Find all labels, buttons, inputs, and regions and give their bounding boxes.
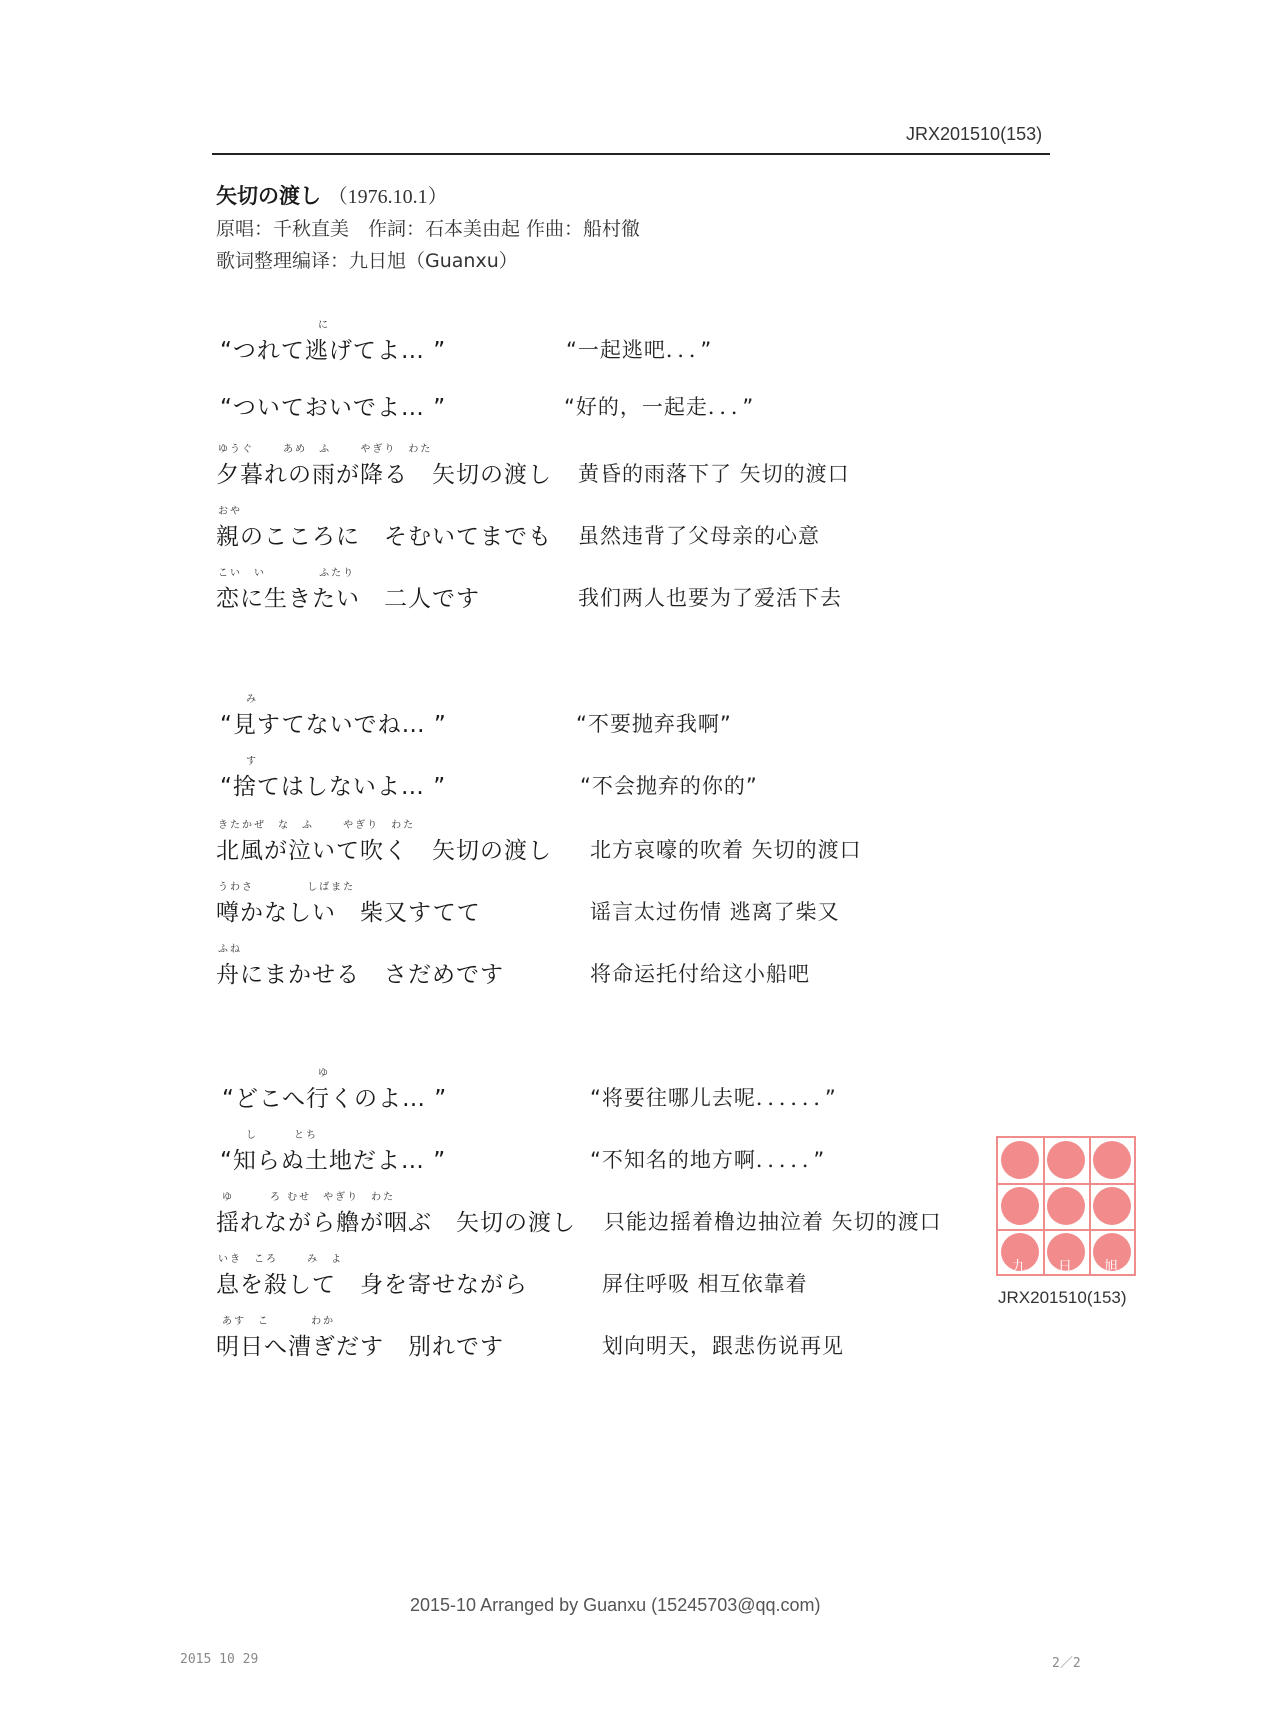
chinese-translation: 北方哀嚎的吹着 矢切的渡口 [590, 838, 862, 862]
song-date: （1976.10.1） [327, 186, 448, 208]
furigana: ゆ ろ むせ やぎり わた [222, 1192, 396, 1203]
furigana: おや [218, 506, 242, 517]
furigana: に [318, 320, 330, 331]
chinese-translation: 我们两人也要为了爱活下去 [578, 586, 842, 610]
furigana: ゆ [318, 1068, 330, 1079]
page-number: 2／2 [1052, 1656, 1081, 1671]
seal-grid-line [1089, 1138, 1091, 1274]
furigana: いき ころ み よ [218, 1254, 344, 1265]
furigana: し とち [246, 1130, 318, 1141]
furigana: み [246, 694, 258, 705]
japanese-lyric: “どこへ行くのよ… ” [222, 1086, 448, 1112]
furigana: あす こ わか [222, 1316, 336, 1327]
furigana: す [246, 756, 258, 767]
lyric-line [0, 375, 1272, 431]
chinese-translation: 将命运托付给这小船吧 [590, 962, 810, 986]
lyric-line [0, 504, 1272, 560]
seal-grid-line [998, 1229, 1134, 1231]
chinese-translation: “不知名的地方啊．．．．．” [590, 1148, 826, 1172]
chinese-translation: “好的，一起走．．．” [564, 395, 755, 419]
print-date: 2015 10 29 [180, 1652, 259, 1667]
japanese-lyric: “見すてないでね… ” [220, 712, 447, 738]
seal-dot [1001, 1141, 1039, 1179]
chinese-translation: “将要往哪儿去呢．．．．．．” [590, 1086, 837, 1110]
chinese-translation: 虽然违背了父母亲的心意 [578, 524, 820, 548]
song-title: 矢切の渡し [216, 184, 321, 208]
japanese-lyric: 舟にまかせる さだめです [216, 962, 504, 988]
lyric-line [0, 692, 1272, 748]
furigana: うわさ しばまた [218, 882, 356, 893]
seal-dot [1047, 1187, 1085, 1225]
chinese-translation: 屏住呼吸 相互依靠着 [602, 1272, 808, 1296]
seal-dot [1093, 1141, 1131, 1179]
seal-char: 旭 [1104, 1259, 1118, 1275]
chinese-translation: 划向明天，跟悲伤说再见 [602, 1334, 844, 1358]
japanese-lyric: 夕暮れの雨が降る 矢切の渡し [216, 462, 552, 488]
seal-grid-line [998, 1183, 1134, 1185]
chinese-translation: 谣言太过伤情 逃离了柴又 [590, 900, 840, 924]
japanese-lyric: 北風が泣いて吹く 矢切の渡し [216, 838, 552, 864]
furigana: ゆうぐ あめ ふ やぎり わた [218, 444, 433, 455]
chinese-translation: 只能边摇着橹边抽泣着 矢切的渡口 [604, 1210, 942, 1234]
japanese-lyric: 恋に生きたい 二人です [216, 586, 480, 612]
furigana: きたかぜ な ふ やぎり わた [218, 820, 416, 831]
lyric-line [0, 1314, 1272, 1370]
song-arranger: 歌词整理编译：九日旭（Guanxu） [216, 250, 518, 272]
lyric-line [0, 818, 1272, 874]
seal-dot [1001, 1187, 1039, 1225]
lyric-line [0, 754, 1272, 810]
lyric-line [0, 1066, 1272, 1122]
seal-char: 日 [1058, 1259, 1072, 1275]
seal-code: JRX201510(153) [998, 1288, 1127, 1307]
lyric-line [0, 880, 1272, 936]
lyric-line [0, 566, 1272, 622]
header-divider [212, 153, 1050, 155]
japanese-lyric: “知らぬ土地だよ… ” [220, 1148, 447, 1174]
japanese-lyric: 息を殺して 身を寄せながら [216, 1272, 528, 1298]
chinese-translation: “不要抛弃我啊” [576, 712, 732, 736]
chinese-translation: “一起逃吧．．．” [566, 338, 713, 362]
japanese-lyric: “ついておいでよ… ” [220, 395, 447, 421]
chinese-translation: 黄昏的雨落下了 矢切的渡口 [578, 462, 850, 486]
lyric-line [0, 318, 1272, 374]
song-credits: 原唱：千秋直美 作詞：石本美由起 作曲：船村徹 [216, 218, 641, 240]
furigana: こい い ふたり [218, 568, 356, 579]
footer-arranged-by: 2015-10 Arranged by Guanxu (15245703@qq.com) [410, 1595, 821, 1615]
document-code: JRX201510(153) [906, 124, 1043, 144]
seal-dot [1093, 1187, 1131, 1225]
seal-char: 九 [1012, 1259, 1026, 1275]
japanese-lyric: “つれて逃げてよ… ” [220, 338, 447, 364]
japanese-lyric: 親のこころに そむいてまでも [216, 524, 552, 550]
japanese-lyric: 明日へ漕ぎだす 別れです [216, 1334, 504, 1360]
japanese-lyric: “捨てはしないよ… ” [220, 774, 447, 800]
lyric-line [0, 442, 1272, 498]
seal-stamp [996, 1136, 1136, 1276]
song-title-line [216, 180, 448, 210]
chinese-translation: “不会抛弃的你的” [580, 774, 758, 798]
lyric-line [0, 942, 1272, 998]
japanese-lyric: 揺れながら艪が咽ぶ 矢切の渡し [216, 1210, 576, 1236]
seal-grid-line [1043, 1138, 1045, 1274]
seal-dot [1047, 1141, 1085, 1179]
japanese-lyric: 噂かなしい 柴又すてて [216, 900, 481, 926]
furigana: ふね [218, 944, 242, 955]
